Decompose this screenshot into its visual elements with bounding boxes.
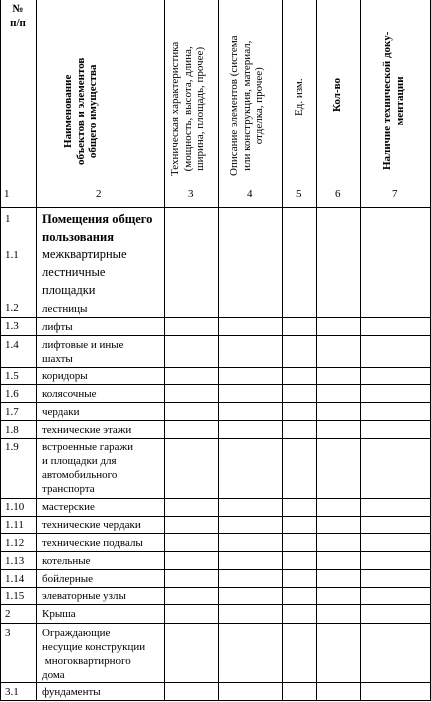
row-number: 1.6 xyxy=(5,388,19,400)
row-name: бойлерные xyxy=(42,573,94,585)
row-name: элеваторные узлы xyxy=(42,590,126,602)
row-number: 1.13 xyxy=(5,555,25,567)
row-number: 3.1 xyxy=(5,686,19,698)
row-number: 1.11 xyxy=(5,519,24,531)
grid-line xyxy=(0,0,1,700)
grid-line xyxy=(0,367,431,368)
row-number: 1.7 xyxy=(5,406,19,418)
grid-line xyxy=(0,384,431,385)
row-name: пользования xyxy=(42,230,114,244)
row-number: 1.3 xyxy=(5,320,19,332)
row-number: 1.12 xyxy=(5,537,25,549)
row-name: дома xyxy=(42,669,65,681)
row-name: Крыша xyxy=(42,608,76,620)
column-number: 3 xyxy=(188,188,194,200)
row-number: 3 xyxy=(5,627,11,639)
row-name: технические чердаки xyxy=(42,519,141,531)
grid-line xyxy=(0,516,431,517)
row-name: технические подвалы xyxy=(42,537,143,549)
row-name: несущие конструкции xyxy=(42,641,146,653)
header-no-sign: № xyxy=(12,3,24,15)
grid-line xyxy=(0,207,431,208)
row-name: лифты xyxy=(42,321,73,333)
grid-line xyxy=(0,420,431,421)
grid-line xyxy=(0,623,431,624)
row-name: технические этажи xyxy=(42,424,132,436)
header-col3: Техническая характеристика (мощность, высота, длина, ширина, площадь, прочее) xyxy=(169,41,206,176)
grid-line xyxy=(164,0,165,700)
grid-line xyxy=(218,0,219,700)
row-name: лестницы xyxy=(42,303,88,315)
header-col6: Кол-во xyxy=(331,78,343,112)
header-col1 xyxy=(3,2,33,30)
row-name: лестничные xyxy=(42,265,106,279)
row-name: транспорта xyxy=(42,483,95,495)
grid-line xyxy=(0,700,431,701)
row-name: колясочные xyxy=(42,388,97,400)
row-name: котельные xyxy=(42,555,91,567)
row-number: 2 xyxy=(5,608,11,620)
row-number: 1.2 xyxy=(5,302,19,314)
grid-line xyxy=(316,0,317,700)
row-number: 1.8 xyxy=(5,424,19,436)
row-name: Помещения общего xyxy=(42,212,153,226)
row-number: 1.9 xyxy=(5,441,19,453)
grid-line xyxy=(0,587,431,588)
row-name: фундаменты xyxy=(42,686,101,698)
row-name: встроенные гаражи xyxy=(42,441,134,453)
grid-line xyxy=(282,0,283,700)
row-number: 1.10 xyxy=(5,501,25,513)
row-number: 1.5 xyxy=(5,370,19,382)
grid-line xyxy=(0,551,431,552)
row-name: шахты xyxy=(42,353,73,365)
header-col5: Ед. изм. xyxy=(293,78,305,116)
row-name: многоквартирного xyxy=(42,655,131,667)
grid-line xyxy=(0,682,431,683)
grid-line xyxy=(36,0,37,700)
grid-line xyxy=(0,317,431,318)
column-number: 5 xyxy=(296,188,302,200)
row-number: 1 xyxy=(5,213,11,225)
row-name: мастерские xyxy=(42,501,95,513)
row-name: автомобильного xyxy=(42,469,118,481)
grid-line xyxy=(0,402,431,403)
grid-line xyxy=(360,0,361,700)
column-number: 2 xyxy=(96,188,102,200)
column-number: 1 xyxy=(4,188,10,200)
row-number: 1.14 xyxy=(5,573,25,585)
grid-line xyxy=(0,335,431,336)
grid-line xyxy=(0,604,431,605)
header-col7: Наличие технической доку- ментации xyxy=(381,31,406,170)
header-col4: Описание элементов (система или конструкция, материал, отделка, прочее) xyxy=(228,35,265,176)
row-name: площадки xyxy=(42,283,96,297)
grid-line xyxy=(0,533,431,534)
header-col2: Наименование объектов и элементов общего имущества xyxy=(62,57,99,165)
row-name: чердаки xyxy=(42,406,80,418)
row-number: 1.4 xyxy=(5,339,19,351)
column-number: 7 xyxy=(392,188,398,200)
row-name: лифтовые и иные xyxy=(42,339,124,351)
column-number: 6 xyxy=(335,188,341,200)
row-name: межквартирные xyxy=(42,247,127,261)
grid-line xyxy=(0,569,431,570)
row-name: Ограждающие xyxy=(42,627,111,639)
row-name: коридоры xyxy=(42,370,88,382)
row-number: 1.15 xyxy=(5,590,25,602)
header-pp: п/п xyxy=(10,17,26,29)
column-number: 4 xyxy=(247,188,253,200)
grid-line xyxy=(0,438,431,439)
row-number: 1.1 xyxy=(5,249,19,261)
row-name: и площадки для xyxy=(42,455,117,467)
grid-line xyxy=(0,498,431,499)
